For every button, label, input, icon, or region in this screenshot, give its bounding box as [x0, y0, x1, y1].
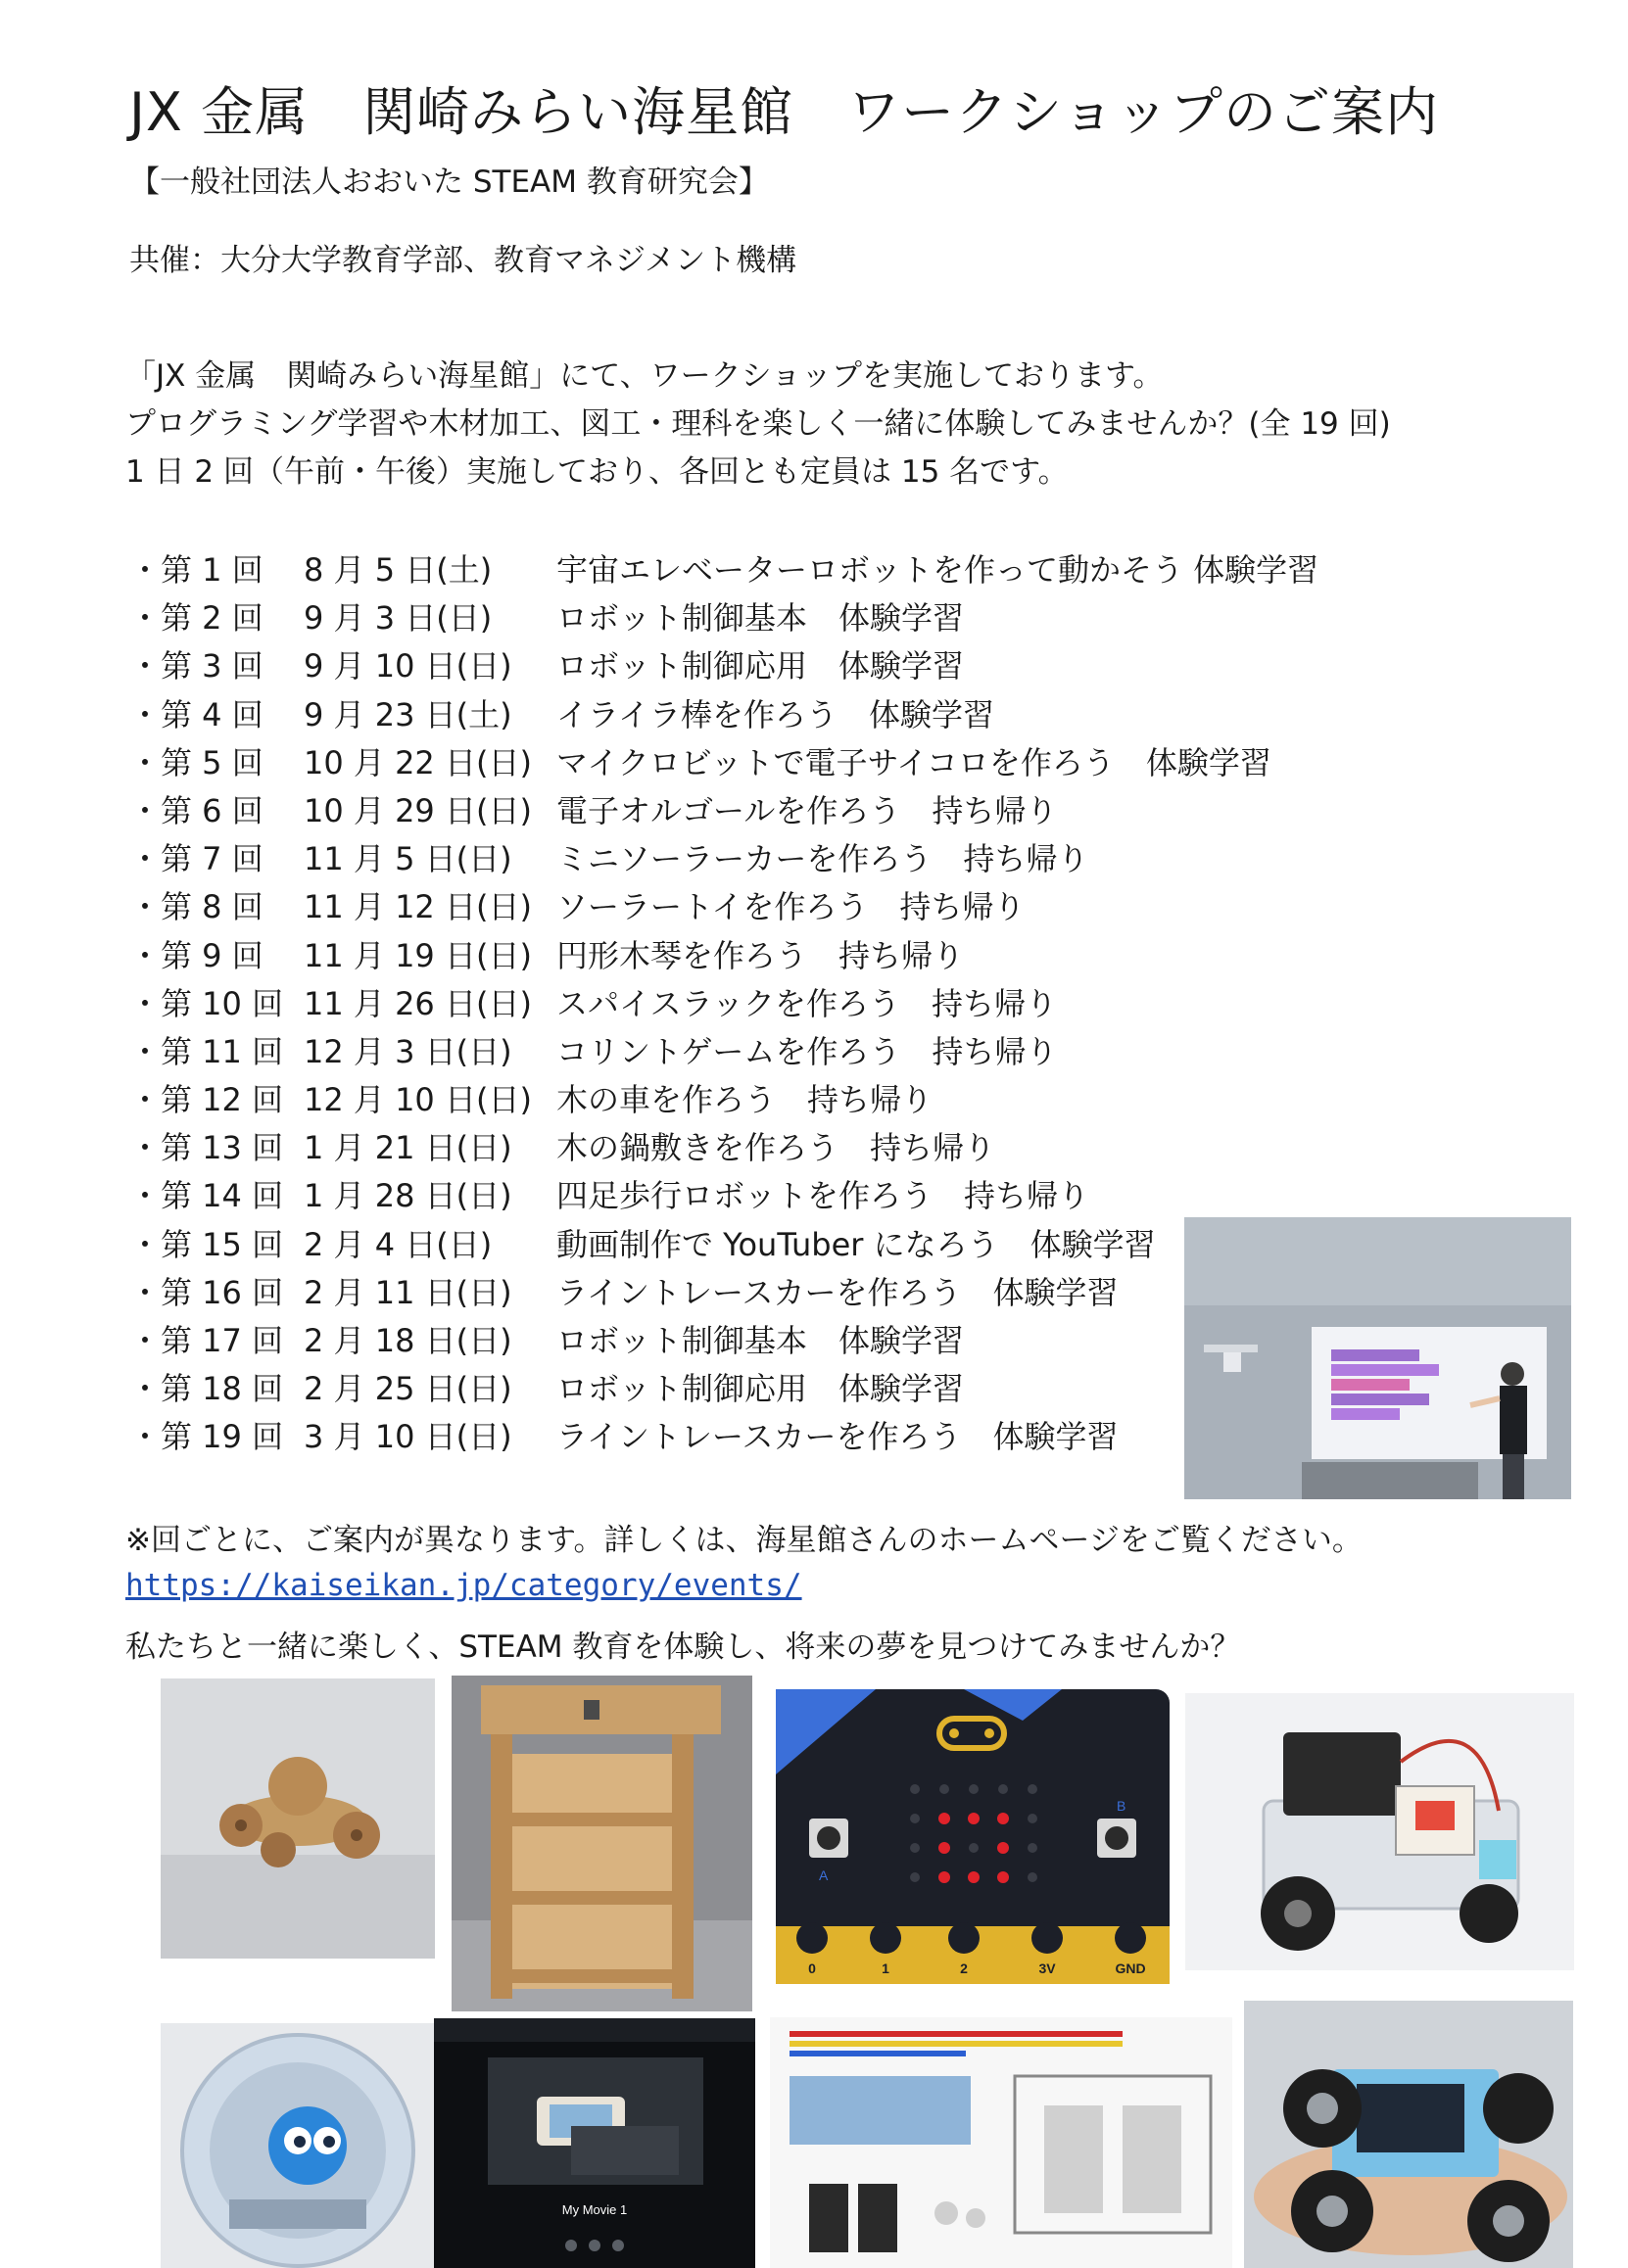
session-number: ・第 3 回	[129, 647, 263, 685]
session-date: 1 月 28 日(日)	[304, 1177, 512, 1215]
session-title: 四足歩行ロボットを作ろう 持ち帰り	[556, 1177, 1090, 1215]
pin-label: GND	[1115, 1961, 1146, 1976]
session-date: 8 月 5 日(土)	[304, 551, 493, 589]
session-number: ・第 16 回	[129, 1273, 284, 1311]
pin-label: 0	[808, 1961, 816, 1976]
notice-text: ※回ごとに、ご案内が異なります。詳しくは、海星館さんのホームページをご覧ください。	[125, 1523, 1363, 1558]
session-number: ・第 13 回	[129, 1129, 284, 1167]
session-date: 9 月 3 日(日)	[304, 599, 493, 638]
organization-name: 【一般社団法人おおいた STEAM 教育研究会】	[129, 165, 769, 200]
session-title: コリントゲームを作ろう 持ち帰り	[556, 1032, 1058, 1070]
session-number: ・第 10 回	[129, 984, 284, 1022]
cohost-line: 共催：大分大学教育学部、教育マネジメント機構	[129, 243, 797, 278]
pin-label: 1	[882, 1961, 889, 1976]
session-date: 10 月 29 日(日)	[304, 791, 532, 829]
session-date: 2 月 25 日(日)	[304, 1370, 512, 1408]
line-trace-car-photo	[1185, 1693, 1574, 1970]
session-date: 12 月 10 日(日)	[304, 1081, 532, 1119]
session-title: スパイスラックを作ろう 持ち帰り	[556, 984, 1058, 1022]
intro-line: 1 日 2 回（午前・午後）実施しており、各回とも定員は 15 名です。	[125, 454, 1069, 490]
session-date: 9 月 10 日(日)	[304, 647, 512, 685]
session-date: 12 月 3 日(日)	[304, 1032, 512, 1070]
pin-label: 3V	[1038, 1961, 1056, 1976]
session-number: ・第 19 回	[129, 1418, 284, 1456]
session-date: 11 月 5 日(日)	[304, 840, 512, 878]
session-date: 2 月 18 日(日)	[304, 1322, 512, 1359]
session-title: ミニソーラーカーを作ろう 持ち帰り	[556, 840, 1089, 878]
classroom-photo	[1184, 1217, 1571, 1499]
session-title: ロボット制御応用 体験学習	[556, 1370, 965, 1408]
session-title: ロボット制御応用 体験学習	[556, 647, 965, 685]
session-number: ・第 12 回	[129, 1081, 284, 1119]
intro-line: プログラミング学習や木材加工、図工・理科を楽しく一緒に体験してみませんか？(全 19 回)	[125, 406, 1391, 442]
session-number: ・第 7 回	[129, 840, 263, 878]
session-number: ・第 15 回	[129, 1225, 284, 1263]
session-number: ・第 2 回	[129, 599, 263, 638]
session-title: 宇宙エレベーターロボットを作って動かそう 体験学習	[556, 551, 1319, 589]
session-date: 11 月 26 日(日)	[304, 984, 532, 1022]
session-number: ・第 11 回	[129, 1032, 284, 1070]
session-number: ・第 17 回	[129, 1322, 284, 1359]
sphero-robot-photo	[161, 2023, 435, 2268]
session-title: ライントレースカーを作ろう 体験学習	[556, 1273, 1119, 1311]
session-date: 2 月 11 日(日)	[304, 1273, 512, 1311]
session-title: 木の車を作ろう 持ち帰り	[556, 1081, 934, 1119]
wooden-car-photo	[161, 1678, 435, 1959]
session-title: ソーラートイを作ろう 持ち帰り	[556, 888, 1026, 926]
session-number: ・第 18 回	[129, 1370, 284, 1408]
intro-line: 「JX 金属 関崎みらい海星館」にて、ワークショップを実施しております。	[125, 358, 1164, 394]
solar-car-photo	[1244, 2001, 1573, 2268]
session-number: ・第 14 回	[129, 1177, 284, 1215]
session-number: ・第 5 回	[129, 743, 263, 781]
session-date: 11 月 12 日(日)	[304, 888, 532, 926]
microbit-photo	[768, 1681, 1177, 1992]
session-title: 動画制作で YouTuber になろう 体験学習	[556, 1225, 1156, 1263]
session-date: 1 月 21 日(日)	[304, 1129, 512, 1167]
session-number: ・第 9 回	[129, 936, 263, 974]
session-number: ・第 8 回	[129, 888, 263, 926]
session-date: 9 月 23 日(土)	[304, 695, 512, 733]
pin-label: 2	[960, 1961, 968, 1976]
session-date: 11 月 19 日(日)	[304, 936, 532, 974]
session-title: 円形木琴を作ろう 持ち帰り	[556, 936, 965, 974]
button-a-label: A	[819, 1867, 829, 1883]
intro-paragraph	[125, 353, 1391, 496]
session-number: ・第 6 回	[129, 791, 263, 829]
button-b-label: B	[1117, 1798, 1126, 1814]
session-date: 3 月 10 日(日)	[304, 1418, 512, 1456]
closing-text: 私たちと一緒に楽しく、STEAM 教育を体験し、将来の夢を見つけてみませんか？	[125, 1630, 1241, 1665]
spice-rack-photo	[452, 1676, 752, 2011]
session-title: 木の鍋敷きを作ろう 持ち帰り	[556, 1129, 996, 1167]
session-date: 2 月 4 日(日)	[304, 1225, 493, 1263]
session-title: 電子オルゴールを作ろう 持ち帰り	[556, 791, 1058, 829]
video-editing-photo	[434, 2018, 755, 2268]
session-title: ロボット制御基本 体験学習	[556, 599, 965, 638]
session-title: イライラ棒を作ろう 体験学習	[556, 695, 995, 733]
session-date: 10 月 22 日(日)	[304, 743, 532, 781]
electronic-kit-photo	[770, 2017, 1232, 2268]
session-title: マイクロビットで電子サイコロを作ろう 体験学習	[556, 743, 1271, 781]
page-title: JX 金属 関崎みらい海星館 ワークショップのご案内	[129, 81, 1440, 143]
session-title: ライントレースカーを作ろう 体験学習	[556, 1418, 1119, 1456]
session-number: ・第 1 回	[129, 551, 263, 589]
session-title: ロボット制御基本 体験学習	[556, 1322, 965, 1359]
events-link[interactable]: https://kaiseikan.jp/category/events/	[125, 1568, 802, 1603]
session-number: ・第 4 回	[129, 695, 263, 733]
movie-caption: My Movie 1	[561, 2202, 628, 2217]
